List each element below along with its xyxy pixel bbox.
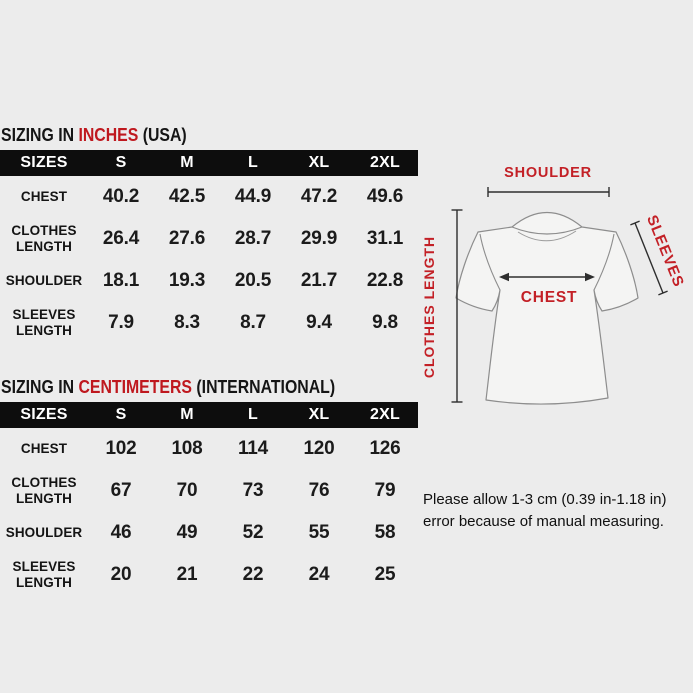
column-header: 2XL bbox=[352, 150, 418, 176]
measurement-value: 40.2 bbox=[102, 186, 140, 207]
measurement-value: 21.7 bbox=[300, 270, 338, 291]
measurement-value: 9.4 bbox=[306, 312, 332, 333]
measurement-value: 8.3 bbox=[174, 312, 200, 333]
tshirt-measurement-diagram bbox=[420, 140, 693, 450]
note-line-1: Please allow 1-3 cm (0.39 in-1.18 in) bbox=[423, 491, 667, 508]
column-header: S bbox=[88, 150, 154, 176]
measurement-value: 20 bbox=[110, 564, 132, 585]
measurement-value: 27.6 bbox=[168, 228, 206, 249]
measurement-value: 49 bbox=[176, 522, 198, 543]
measurement-value: 9.8 bbox=[372, 312, 398, 333]
tshirt-graphic bbox=[456, 213, 638, 405]
shoulder-label: SHOULDER bbox=[504, 165, 592, 181]
title-unit-highlight: INCHES bbox=[78, 125, 139, 145]
measurement-value: 18.1 bbox=[102, 270, 140, 291]
measurement-value: 28.7 bbox=[234, 228, 272, 249]
title-prefix: SIZING IN bbox=[1, 125, 79, 145]
measurement-value: 26.4 bbox=[102, 228, 140, 249]
measurement-value: 102 bbox=[105, 438, 137, 459]
measurement-value: 7.9 bbox=[108, 312, 134, 333]
column-header: XL bbox=[286, 402, 352, 428]
row-label: CLOTHES LENGTH bbox=[11, 475, 77, 506]
column-header: L bbox=[220, 402, 286, 428]
title-suffix: (USA) bbox=[138, 125, 187, 145]
measurement-value: 29.9 bbox=[300, 228, 338, 249]
column-header: SIZES bbox=[0, 402, 88, 428]
title-suffix: (INTERNATIONAL) bbox=[191, 377, 336, 397]
measurement-value: 76 bbox=[308, 480, 330, 501]
measurement-value: 58 bbox=[374, 522, 396, 543]
measurement-value: 70 bbox=[176, 480, 198, 501]
measurement-value: 120 bbox=[303, 438, 335, 459]
measurements-grid-inches bbox=[0, 150, 418, 344]
measuring-error-note bbox=[423, 489, 693, 533]
measurement-value: 44.9 bbox=[234, 186, 272, 207]
note-line-2: error because of manual measuring. bbox=[423, 513, 664, 530]
row-label: SLEEVES LENGTH bbox=[12, 307, 76, 338]
measurement-value: 20.5 bbox=[234, 270, 272, 291]
measurement-value: 114 bbox=[237, 438, 269, 459]
row-label: CLOTHES LENGTH bbox=[11, 223, 77, 254]
row-label: SHOULDER bbox=[5, 525, 83, 541]
title-prefix: SIZING IN bbox=[1, 377, 79, 397]
shoulder-measure-arrow bbox=[488, 187, 609, 197]
row-label: SHOULDER bbox=[5, 273, 83, 289]
table-title-inches bbox=[1, 123, 418, 148]
column-header: XL bbox=[286, 150, 352, 176]
measurement-value: 108 bbox=[171, 438, 203, 459]
sizing-table-inches bbox=[0, 123, 418, 344]
table-title-centimeters bbox=[1, 375, 418, 400]
measurement-value: 126 bbox=[369, 438, 401, 459]
title-unit-highlight: CENTIMETERS bbox=[78, 377, 192, 397]
column-header: SIZES bbox=[0, 150, 88, 176]
row-label: CHEST bbox=[20, 189, 68, 205]
measurement-value: 25 bbox=[374, 564, 396, 585]
measurement-value: 22.8 bbox=[366, 270, 404, 291]
sizing-table-centimeters bbox=[0, 375, 418, 596]
column-header: L bbox=[220, 150, 286, 176]
column-header: M bbox=[154, 402, 220, 428]
measurement-value: 24 bbox=[308, 564, 330, 585]
measurements-grid-centimeters bbox=[0, 402, 418, 596]
column-header: 2XL bbox=[352, 402, 418, 428]
row-label: SLEEVES LENGTH bbox=[12, 559, 76, 590]
measurement-value: 22 bbox=[242, 564, 264, 585]
row-label: CHEST bbox=[20, 441, 68, 457]
measurement-value: 67 bbox=[110, 480, 132, 501]
clothes-length-measure-arrow bbox=[452, 210, 463, 402]
measurement-value: 31.1 bbox=[366, 228, 404, 249]
clothes-length-label: CLOTHES LENGTH bbox=[421, 235, 437, 379]
measurement-value: 52 bbox=[242, 522, 264, 543]
measurement-value: 47.2 bbox=[300, 186, 338, 207]
measurement-value: 73 bbox=[242, 480, 264, 501]
measurement-value: 42.5 bbox=[168, 186, 206, 207]
measurement-value: 79 bbox=[374, 480, 396, 501]
measurement-value: 19.3 bbox=[168, 270, 206, 291]
sleeves-label: SLEEVES bbox=[643, 212, 688, 290]
chest-label: CHEST bbox=[520, 289, 578, 306]
column-header: M bbox=[154, 150, 220, 176]
measurement-value: 55 bbox=[308, 522, 330, 543]
measurement-value: 49.6 bbox=[366, 186, 404, 207]
measurement-value: 21 bbox=[176, 564, 198, 585]
column-header: S bbox=[88, 402, 154, 428]
measurement-value: 46 bbox=[110, 522, 132, 543]
measurement-value: 8.7 bbox=[240, 312, 266, 333]
